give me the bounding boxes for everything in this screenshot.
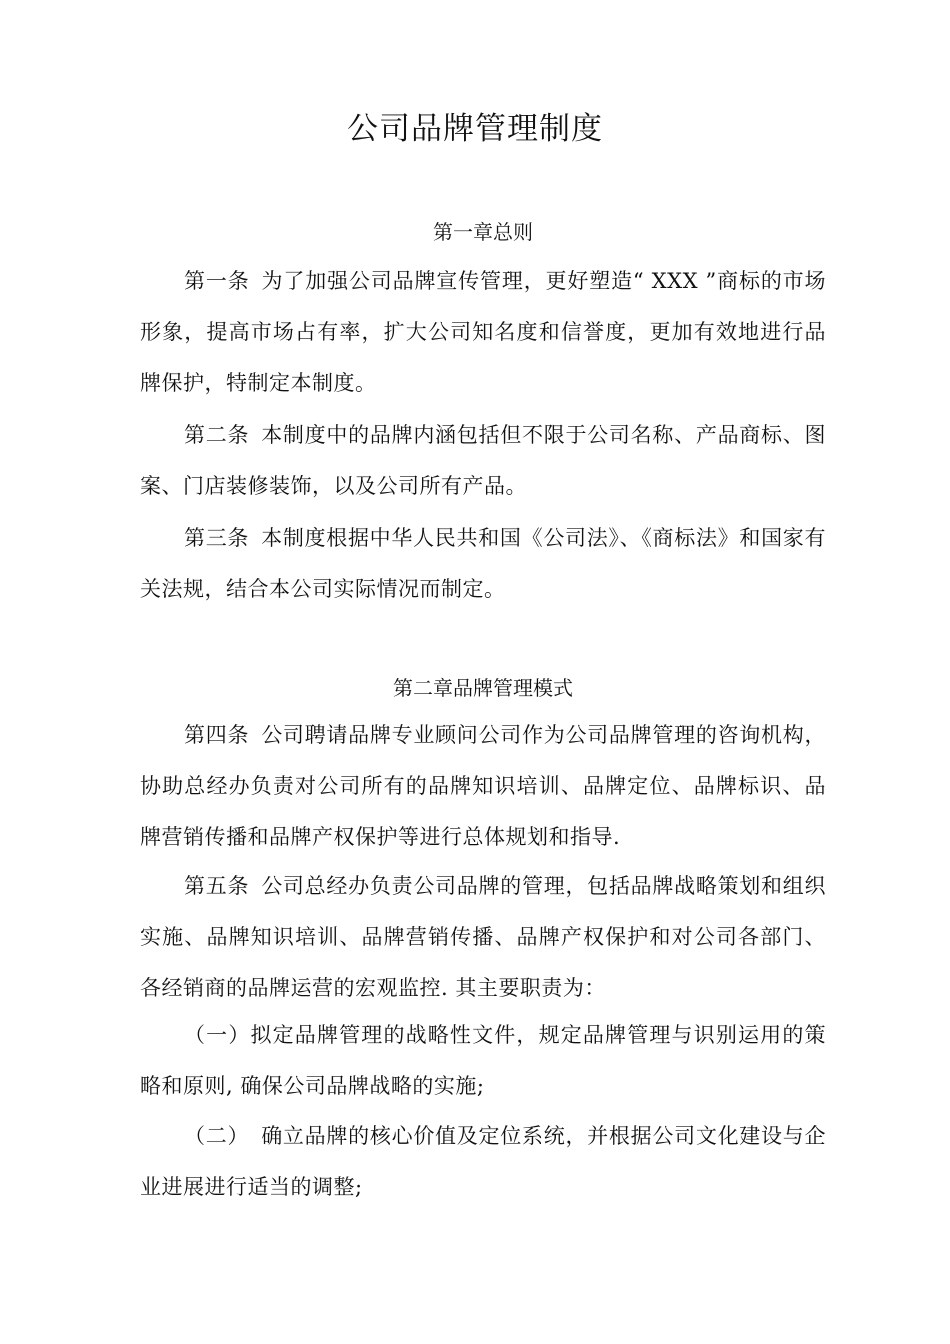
- article-label: 第三条: [184, 526, 250, 550]
- document-title: 公司品牌管理制度: [347, 111, 603, 147]
- item-text: 拟定品牌管理的战略性文件，规定品牌管理与识别运用的策略和原则, 确保公司品牌战略的实施;: [140, 1023, 826, 1098]
- article-2: [140, 410, 826, 512]
- article-label: 第五条: [184, 874, 250, 898]
- article-text: 为了加强公司品牌宣传管理，更好塑造“ XXX ”商标的市场形象，提高市场占有率，扩大公司知名度和信誉度，更加有效地进行品牌保护，特制定本制度。: [140, 269, 827, 395]
- chapter-heading-1: 第一章总则: [433, 220, 533, 244]
- article-text: 公司总经办负责公司品牌的管理，包括品牌战略策划和组织实施、品牌知识培训、品牌营销传播、品牌产权保护和对公司各部门、各经销商的品牌运营的宏观监控. 其主要职责为：: [140, 874, 827, 1000]
- article-text: 本制度根据中华人民共和国《公司法》、《商标法》和国家有关法规，结合本公司实际情况而制定。: [140, 526, 827, 601]
- article-1: [140, 256, 826, 409]
- article-5: [140, 861, 826, 1014]
- article-text: 公司聘请品牌专业顾问公司作为公司品牌管理的咨询机构，协助总经办负责对公司所有的品牌知识培训、品牌定位、品牌标识、品牌营销传播和品牌产权保护等进行总体规划和指导.: [140, 723, 827, 849]
- article-label: 第一条: [184, 269, 250, 293]
- item-label: （二）: [184, 1124, 250, 1148]
- list-item-1: [140, 1010, 826, 1112]
- article-3: [140, 513, 826, 615]
- list-item-2: [140, 1111, 826, 1213]
- item-text: 确立品牌的核心价值及定位系统，并根据公司文化建设与企业进展进行适当的调整;: [140, 1124, 827, 1199]
- article-label: 第二条: [184, 423, 250, 447]
- chapter-heading-2: 第二章品牌管理模式: [393, 676, 573, 700]
- article-label: 第四条: [184, 723, 250, 747]
- item-label: （一）: [184, 1023, 251, 1047]
- article-4: [140, 710, 826, 863]
- article-text: 本制度中的品牌内涵包括但不限于公司名称、产品商标、图案、门店装修装饰，以及公司所有产品。: [140, 423, 827, 498]
